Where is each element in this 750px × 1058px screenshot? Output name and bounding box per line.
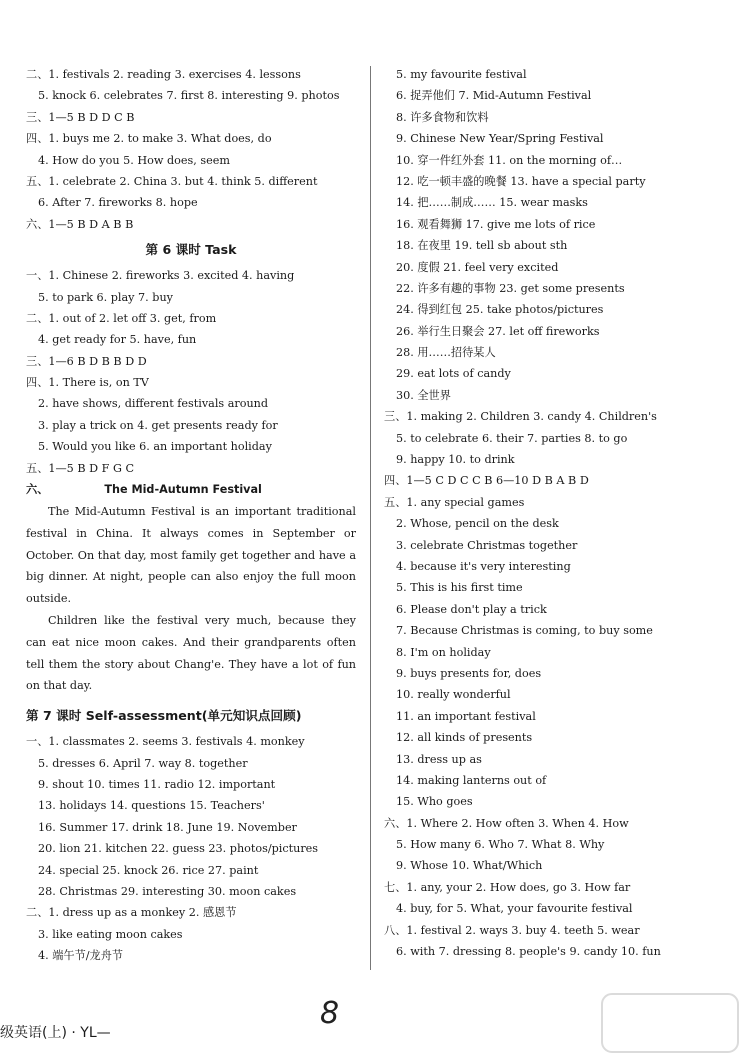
answer-line: 28. Christmas 29. interesting 30. moon cakes [38,884,297,898]
answer-line: 16. 观看舞狮 17. give me lots of rice [396,217,596,231]
answer-line: 6. 捉弄他们 7. Mid-Autumn Festival [396,89,592,103]
page-footer-label: 级英语(上) · YL— [0,1025,111,1041]
column-divider [370,66,371,970]
answer-line: 15. Who goes [396,795,473,809]
essay-marker: 六、 [26,483,49,497]
answer-block-lesson7 [26,731,356,966]
answer-line: 七、1. any, your 2. How does, go 3. How far [384,880,631,894]
answer-line: 5. to park 6. play 7. buy [38,290,173,304]
answer-line: 一、1. Chinese 2. fireworks 3. excited 4. having [26,269,295,283]
page-number: 8 [320,996,340,1031]
answer-line: 5. to celebrate 6. their 7. parties 8. to go [396,431,628,445]
answer-line: 22. 许多有趣的事物 23. get some presents [396,281,625,295]
answer-line: 三、1—5 B D D C B [26,110,135,124]
answer-line: 4. How do you 5. How does, seem [38,153,230,167]
answer-line: 18. 在夜里 19. tell sb about sth [396,239,568,253]
right-column [384,64,729,962]
answer-line: 8. I'm on holiday [396,645,491,659]
answer-line: 2. have shows, different festivals around [38,397,269,411]
answer-line: 二、1. out of 2. let off 3. get, from [26,311,217,325]
answer-line: 4. because it's very interesting [396,559,571,573]
answer-line: 4. 端午节/龙舟节 [38,949,124,963]
answer-line: 三、1. making 2. Children 3. candy 4. Children's [384,410,657,424]
answer-line: 12. all kinds of presents [396,731,533,745]
answer-line: 二、1. dress up as a monkey 2. 感恩节 [26,906,237,920]
answer-line: 13. holidays 14. questions 15. Teachers' [38,799,265,813]
answer-line: 3. play a trick on 4. get presents ready for [38,418,278,432]
answer-line: 5. Would you like 6. an important holiday [38,440,272,454]
answer-line: 六、1—5 B D A B B [26,217,134,231]
answer-block-lesson5 [26,64,356,235]
answer-line: 五、1. celebrate 2. China 3. but 4. think 5. different [26,174,318,188]
answer-line: 14. 把……制成…… 15. wear masks [396,196,588,210]
answer-line: 10. 穿一件红外套 11. on the morning of… [396,153,623,167]
answer-line: 3. like eating moon cakes [38,927,183,941]
answer-line: 24. 得到红包 25. take photos/pictures [396,303,604,317]
watermark-badge-icon [600,992,740,1054]
answer-line: 9. Whose 10. What/Which [396,859,543,873]
answer-line: 9. buys presents for, does [396,666,542,680]
answer-line: 6. After 7. fireworks 8. hope [38,196,198,210]
essay-title: The Mid-Autumn Festival [104,483,262,497]
answer-block-continued [384,64,729,962]
answer-line: 5. knock 6. celebrates 7. first 8. interesting 9. photos [38,89,340,103]
answer-line: 24. special 25. knock 26. rice 27. paint [38,863,259,877]
answer-block-lesson6 [26,265,356,479]
answer-line: 四、1. buys me 2. to make 3. What does, do [26,132,272,146]
answer-line: 12. 吃一顿丰盛的晚餐 13. have a special party [396,174,646,188]
answer-line: 30. 全世界 [396,388,451,402]
essay-title-row [26,479,356,501]
answer-line: 六、1. Where 2. How often 3. When 4. How [384,816,629,830]
lesson-7-heading: 第 7 课时 Self-assessment(单元知识点回顾) [26,708,302,724]
answer-line: 9. shout 10. times 11. radio 12. important [38,777,276,791]
answer-line: 13. dress up as [396,752,482,766]
answer-line: 4. get ready for 5. have, fun [38,333,197,347]
answer-line: 4. buy, for 5. What, your favourite festival [396,902,633,916]
watermark-logo [600,992,740,1054]
answer-line: 6. with 7. dressing 8. people's 9. candy 10. fun [396,945,661,959]
answer-line: 五、1—5 B D F G C [26,461,135,475]
answer-line: 9. Chinese New Year/Spring Festival [396,132,604,146]
answer-line: 26. 举行生日聚会 27. let off fireworks [396,324,600,338]
answer-line: 7. Because Christmas is coming, to buy some [396,624,653,638]
answer-line: 20. 度假 21. feel very excited [396,260,559,274]
answer-line: 14. making lanterns out of [396,773,547,787]
answer-line: 四、1—5 C D C C B 6—10 D B A B D [384,474,589,488]
answer-line: 三、1—6 B D B B D D [26,354,147,368]
answer-line: 16. Summer 17. drink 18. June 19. November [38,820,297,834]
answer-line: 2. Whose, pencil on the desk [396,517,559,531]
lesson-6-heading: 第 6 课时 Task [145,242,237,258]
answer-line: 9. happy 10. to drink [396,453,515,467]
answer-line: 四、1. There is, on TV [26,376,149,390]
answer-line: 八、1. festival 2. ways 3. buy 4. teeth 5. wear [384,923,640,937]
left-column [26,64,356,967]
answer-line: 五、1. any special games [384,495,525,509]
answer-line: 8. 许多食物和饮料 [396,110,489,124]
answer-line: 5. my favourite festival [396,68,527,81]
essay-paragraph-2: Children like the festival very much, because they can eat nice moon cakes. And their grandparents often tell them the story about Chang'e. They have a lot of fun on that day. [26,614,356,693]
answer-line: 5. dresses 6. April 7. way 8. together [38,756,248,770]
answer-line: 11. an important festival [396,709,536,723]
answer-line: 6. Please don't play a trick [396,602,547,616]
answer-line: 5. This is his first time [396,581,523,595]
answer-line: 20. lion 21. kitchen 22. guess 23. photos/pictures [38,842,319,856]
answer-line: 二、1. festivals 2. reading 3. exercises 4. lessons [26,68,301,81]
answer-line: 3. celebrate Christmas together [396,538,578,552]
answer-line: 29. eat lots of candy [396,367,511,381]
answer-line: 一、1. classmates 2. seems 3. festivals 4. monkey [26,735,305,749]
answer-line: 5. How many 6. Who 7. What 8. Why [396,838,605,852]
essay-paragraph-1: The Mid-Autumn Festival is an important traditional festival in China. It always comes in September or October. On that day, most family get together and have a big dinner. At night, people can also enjoy the full moon outside. [26,505,356,606]
answer-line: 10. really wonderful [396,688,511,702]
answer-line: 28. 用……招待某人 [396,346,496,360]
